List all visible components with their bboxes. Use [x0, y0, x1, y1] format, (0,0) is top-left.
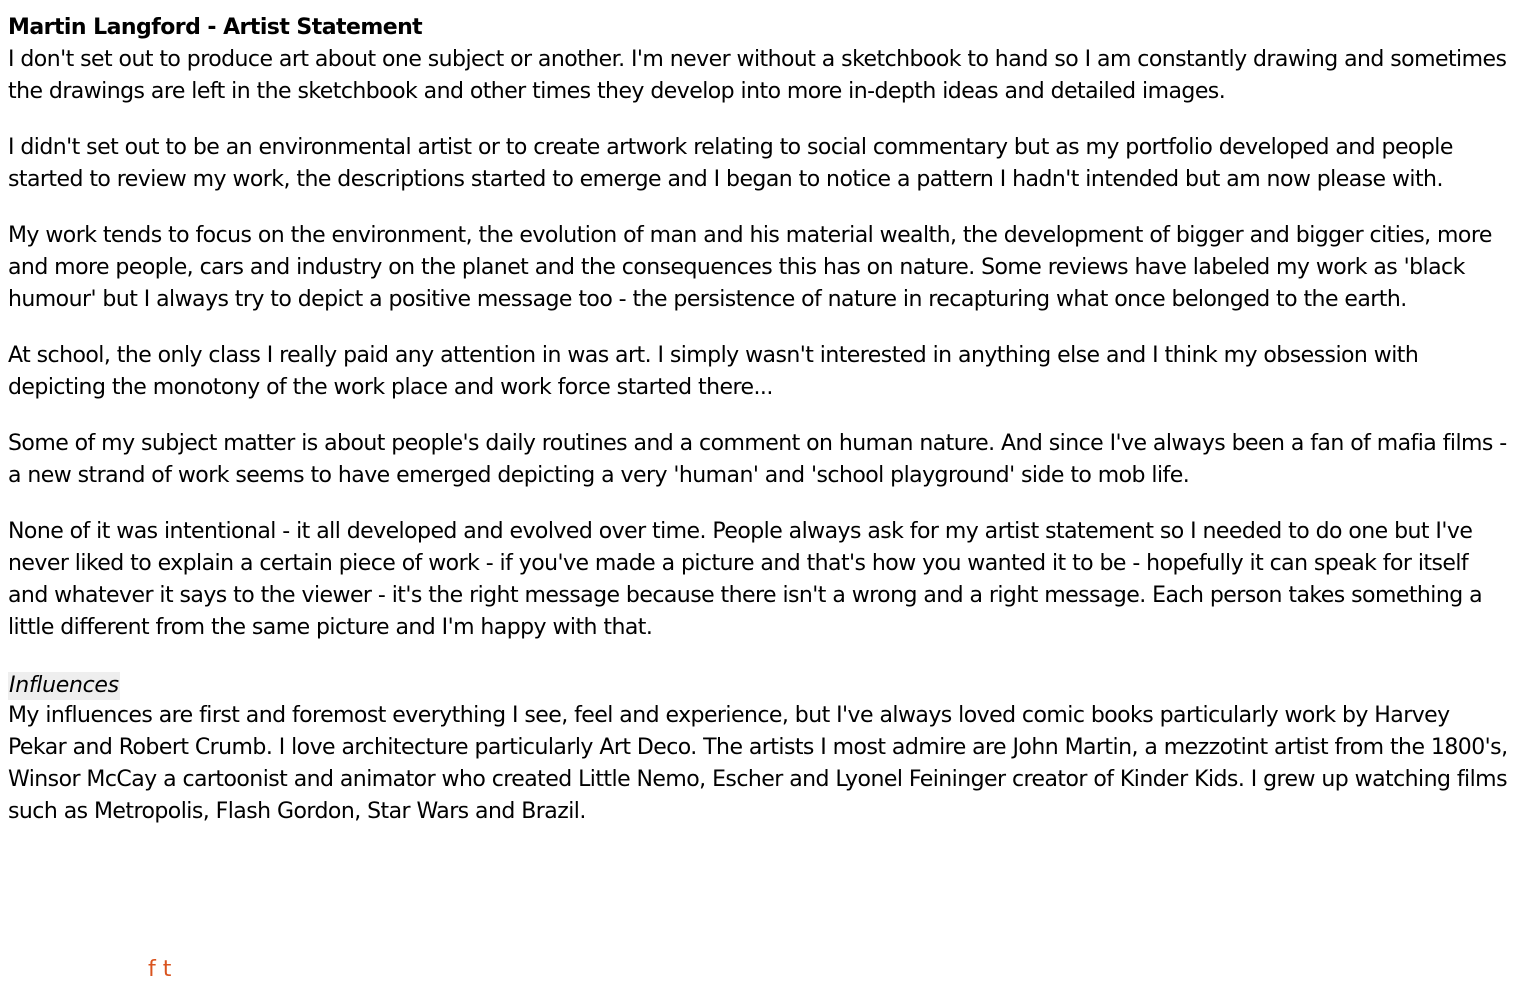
cutoff-link-fragment[interactable]: f t	[148, 957, 172, 982]
paragraph-sketchbook: I don't set out to produce art about one subject or another. I'm never without a sketchbook to hand so I am constantly drawing and sometimes the drawings are left in the sketchbook and other times they develop into more in-depth ideas and detailed images.	[8, 47, 1507, 104]
paragraph-intentional: None of it was intentional - it all developed and evolved over time. People always ask for my artist statement so I needed to do one but I've never liked to explain a certain piece of work - if you've made a picture and that's how you wanted it to be - hopefully it can speak for itself and whatever it says to the viewer - it's the right message because there isn't a wrong and a right message. Each person takes something a little different from the same picture and I'm happy with that.	[8, 519, 1483, 640]
document-title: Martin Langford - Artist Statement	[8, 15, 423, 40]
paragraph-work-focus: My work tends to focus on the environment, the evolution of man and his material wealth, the development of bigger and bigger cities, more and more people, cars and industry on the planet and the consequences this has on nature. Some reviews have labeled my work as 'black humour' but I always try to depict a positive message too - the persistence of nature in recapturing what once belonged to the earth.	[8, 223, 1492, 312]
paragraph-school: At school, the only class I really paid any attention in was art. I simply wasn't interested in anything else and I think my obsession with depicting the monotony of the work place and work force started there...	[8, 343, 1419, 400]
paragraph-influences: My influences are first and foremost everything I see, feel and experience, but I've always loved comic books particularly work by Harvey Pekar and Robert Crumb. I love architecture particularly Art Deco. The artists I most admire are John Martin, a mezzotint artist from the 1800's, Winsor McCay a cartoonist and animator who created Little Nemo, Escher and Lyonel Feininger creator of Kinder Kids. I grew up watching films such as Metropolis, Flash Gordon, Star Wars and Brazil.	[8, 703, 1508, 824]
cutoff-next-line	[8, 955, 608, 982]
artist-statement-document	[8, 12, 1508, 828]
paragraph-environmental-artist: I didn't set out to be an environmental artist or to create artwork relating to social commentary but as my portfolio developed and people started to review my work, the descriptions started to emerge and I began to notice a pattern I hadn't intended but am now please with.	[8, 135, 1453, 192]
influences-heading-wrap	[8, 668, 1508, 700]
paragraph-subject-matter: Some of my subject matter is about people's daily routines and a comment on human nature. And since I've always been a fan of mafia films - a new strand of work seems to have emerged depicting a very 'human' and 'school playground' side to mob life.	[8, 431, 1507, 488]
influences-heading: Influences	[9, 673, 119, 698]
